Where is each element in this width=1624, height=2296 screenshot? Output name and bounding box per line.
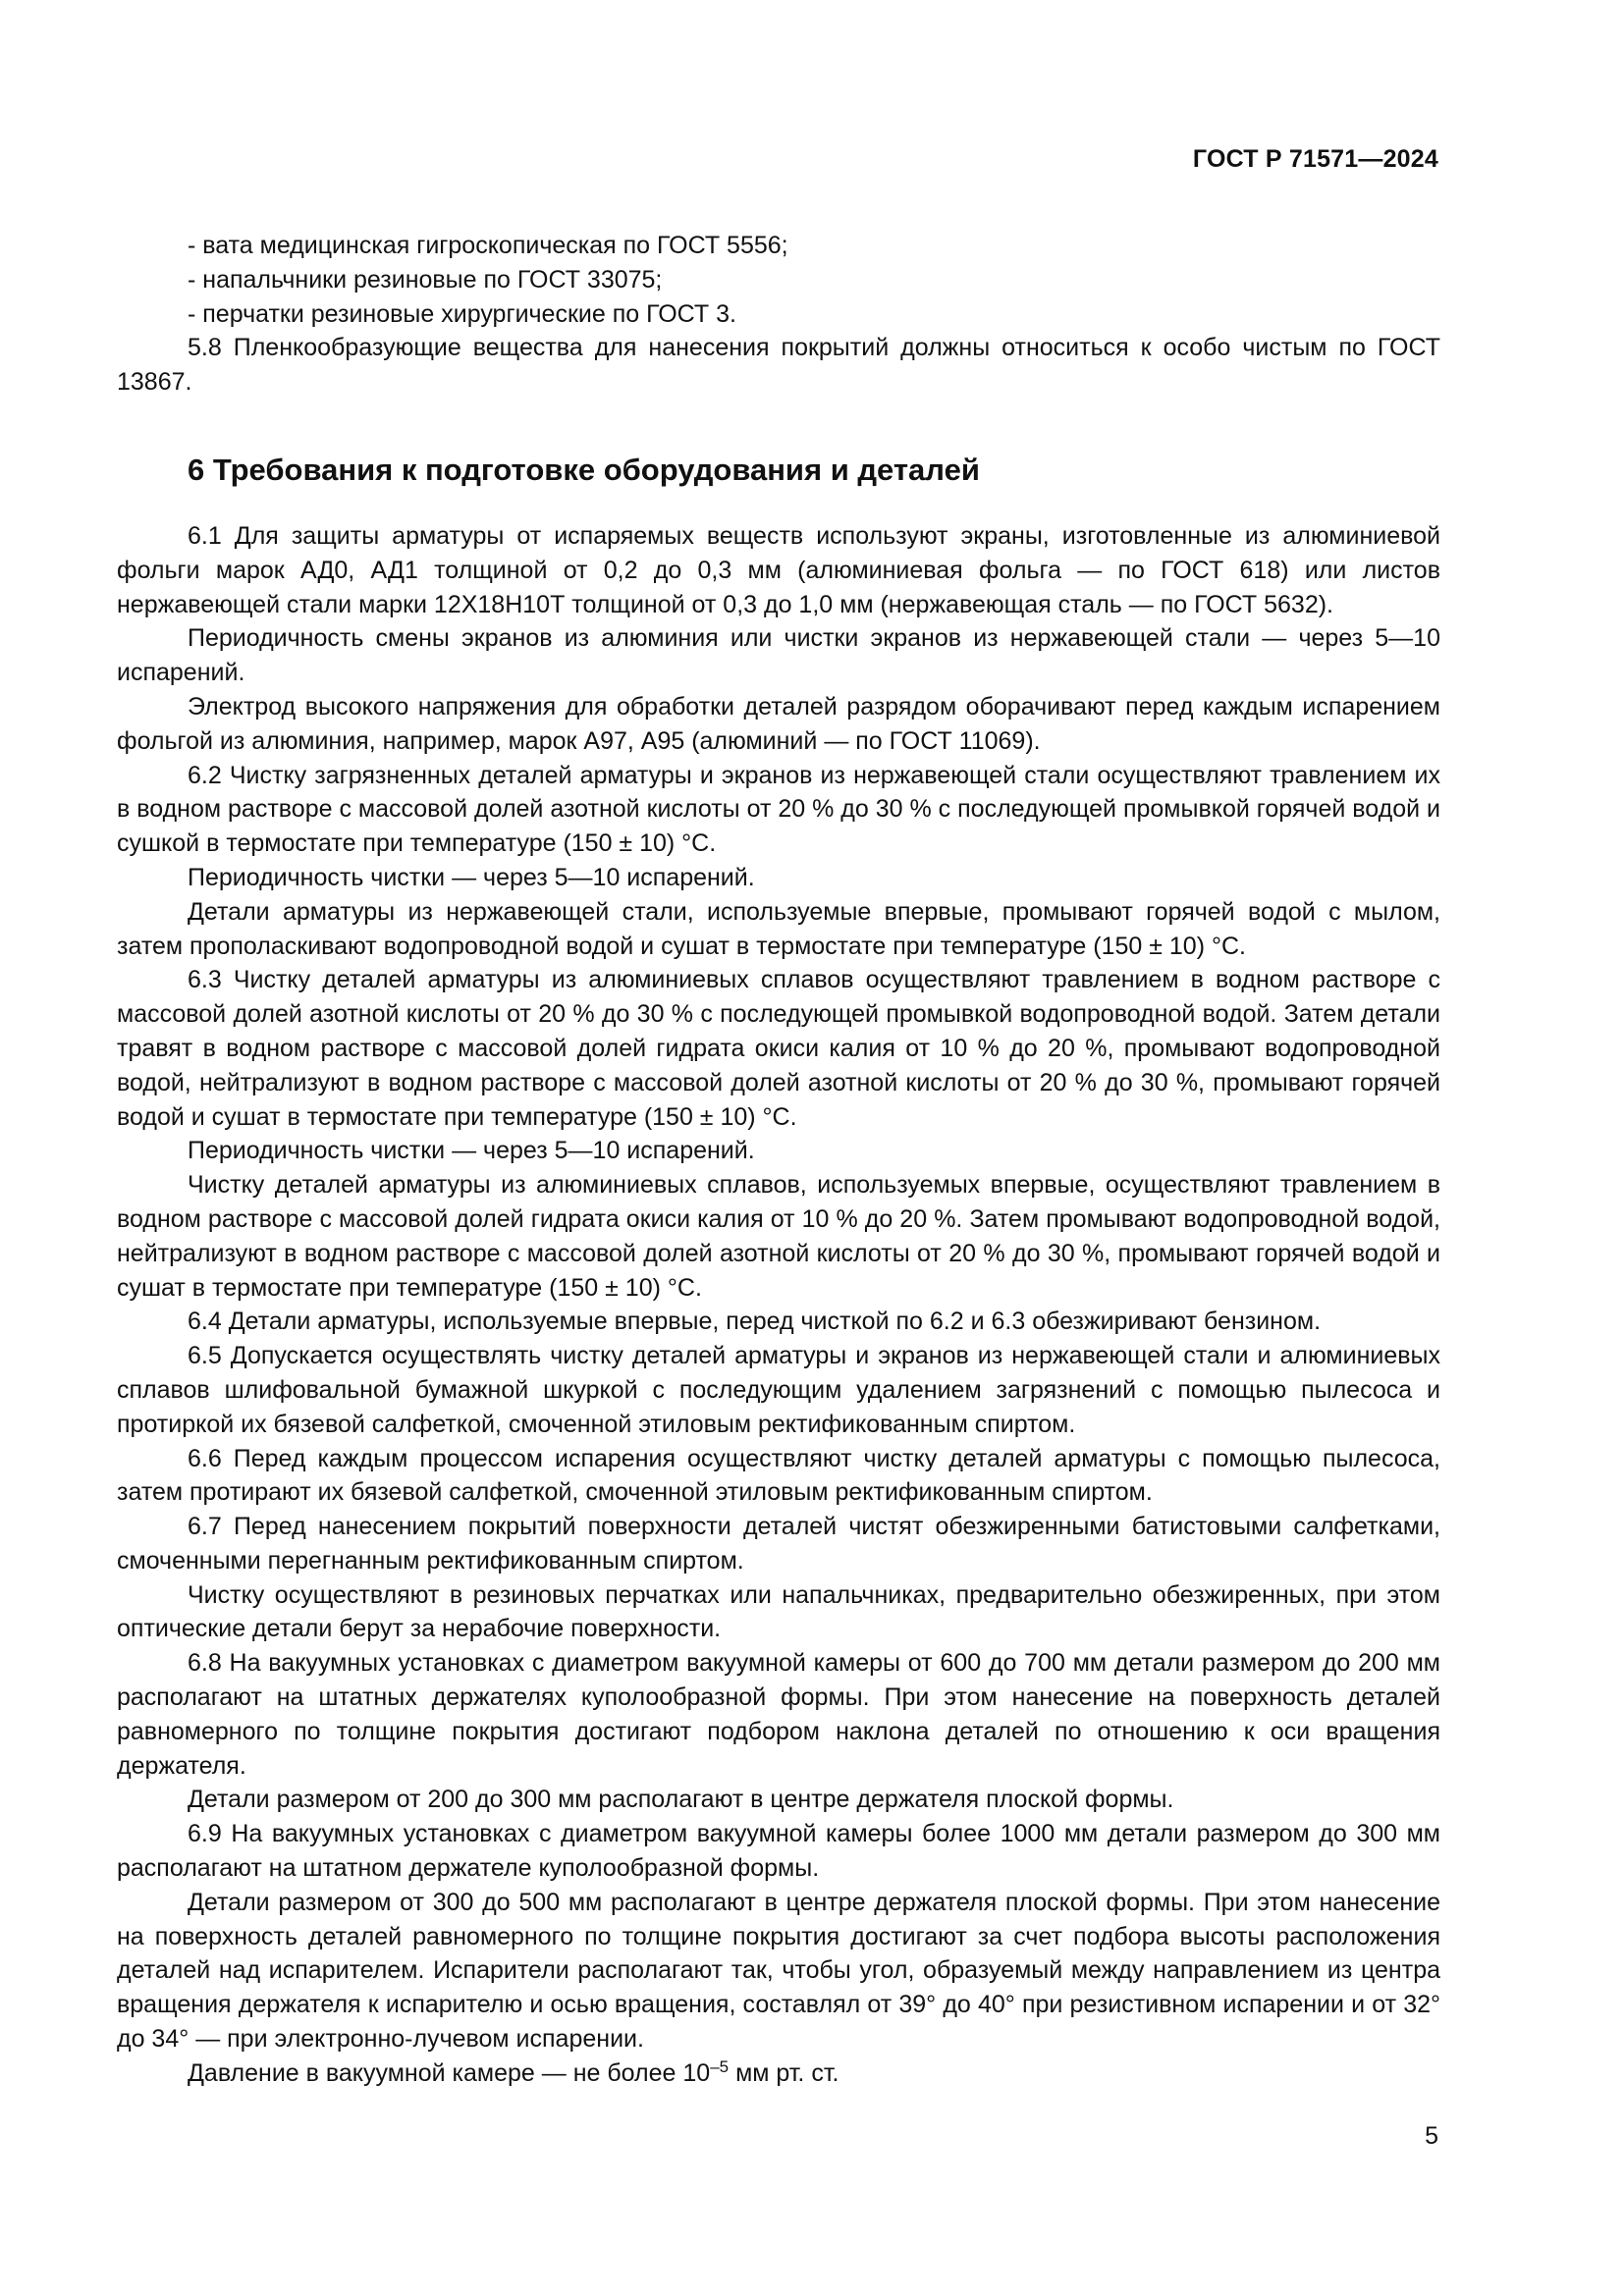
pressure-text: Давление в вакуумной камере — не более 10 xyxy=(188,2058,711,2087)
paragraph: 6.9 На вакуумных установках с диаметром вакуумной камеры более 1000 мм детали размером до 300 мм располагают на штатном держателе куполообразной формы. xyxy=(117,1820,1440,1883)
paragraph: Чистку деталей арматуры из алюминиевых сплавов, используемых впервые, осуществляют травлением в водном растворе с массовой долей гидрата окиси калия от 10 % до 20 %. Затем промывают водопроводной водой, нейтрализуют в водном растворе с массовой долей азотной кислоты от 20 % до 30 %, промывают горячей водой и сушат в термостате при температуре (150 ± 10) °С. xyxy=(117,1171,1440,1302)
document-body xyxy=(117,229,1440,2091)
paragraph: Чистку осуществляют в резиновых перчатках или напальчниках, предварительно обезжиренных, при этом оптические детали берут за нерабочие поверхности. xyxy=(117,1580,1440,1643)
paragraph-5-8: 5.8 Пленкообразующие вещества для нанесения покрытий должны относиться к особо чистым по ГОСТ 13867. xyxy=(117,334,1440,397)
paragraph: Детали размером от 300 до 500 мм располагают в центре держателя плоской формы. При этом нанесение на поверхность деталей равномерного по толщине покрытия достигают за счет подбора высоты расположения деталей над испарителем. Испарители располагают так, чтобы угол, образуемый между направлением из центра вращения держателя к испарителю и осью вращения, составлял от 39° до 40° при резистивном испарении и от 32° до 34° — при электронно-лучевом испарении. xyxy=(117,1888,1440,2054)
paragraph: Периодичность чистки — через 5—10 испарений. xyxy=(188,863,755,891)
pressure-paragraph xyxy=(117,2056,1440,2091)
document-code: ГОСТ Р 71571—2024 xyxy=(1192,145,1438,173)
paragraph: 6.3 Чистку деталей арматуры из алюминиевых сплавов осуществляют травлением в водном растворе с массовой долей азотной кислоты от 20 % до 30 % с последующей промывкой водопроводной водой. Затем детали травят в водном растворе с массовой долей гидрата окиси калия от 10 % до 20 %, промывают водопроводной водой, нейтрализуют в водном растворе с массовой долей азотной кислоты от 20 % до 30 %, промывают горячей водой и сушат в термостате при температуре (150 ± 10) °С. xyxy=(117,966,1440,1131)
paragraph: 6.6 Перед каждым процессом испарения осуществляют чистку деталей арматуры с помощью пылесоса, затем протирают их бязевой салфеткой, смоченной этиловым ректификованным спиртом. xyxy=(117,1444,1440,1507)
paragraph: 6.5 Допускается осуществлять чистку деталей арматуры и экранов из нержавеющей стали и алюминиевых сплавов шлифовальной бумажной шкуркой с последующим удалением загрязнений с помощью пылесоса и протиркой их бязевой салфеткой, смоченной этиловым ректификованным спиртом. xyxy=(117,1342,1440,1438)
page-number: 5 xyxy=(1425,2122,1438,2150)
paragraph: Детали арматуры из нержавеющей стали, используемые впервые, промывают горячей водой с мылом, затем прополаскивают водопроводной водой и сушат в термостате при температуре (150 ± 10) °С. xyxy=(117,897,1440,960)
paragraph: 6.4 Детали арматуры, используемые впервые, перед чисткой по 6.2 и 6.3 обезжиривают бензином. xyxy=(188,1308,1322,1336)
list-item: - вата медицинская гигроскопическая по ГОСТ 5556; xyxy=(188,232,788,259)
paragraph: Периодичность чистки — через 5—10 испарений. xyxy=(188,1137,755,1165)
paragraph: Периодичность смены экранов из алюминия или чистки экранов из нержавеющей стали — через 5—10 испарений. xyxy=(117,624,1440,687)
paragraph: Электрод высокого напряжения для обработки деталей разрядом оборачивают перед каждым испарением фольгой из алюминия, например, марок А97, А95 (алюминий — по ГОСТ 11069). xyxy=(117,692,1440,755)
list-item: - напальчники резиновые по ГОСТ 33075; xyxy=(188,265,663,294)
paragraph: 6.7 Перед нанесением покрытий поверхности деталей чистят обезжиренными батистовыми салфетками, смоченными перегнанным ректификованным спиртом. xyxy=(117,1513,1440,1575)
list-item: - перчатки резиновые хирургические по ГОСТ 3. xyxy=(188,299,736,328)
pressure-exponent: –5 xyxy=(710,2056,730,2076)
paragraph: Детали размером от 200 до 300 мм располагают в центре держателя плоской формы. xyxy=(188,1786,1174,1814)
paragraph: 6.8 На вакуумных установках с диаметром вакуумной камеры от 600 до 700 мм детали размером до 200 мм располагают на штатных держателях куполообразной формы. При этом нанесение на поверхность деталей равномерного по толщине покрытия достигают подбором наклона деталей по отношению к оси вращения держателя. xyxy=(117,1649,1440,1780)
pressure-unit: мм рт. ст. xyxy=(729,2058,839,2087)
paragraph: 6.1 Для защиты арматуры от испаряемых веществ используют экраны, изготовленные из алюминиевой фольги марок АД0, АД1 толщиной от 0,2 до 0,3 мм (алюминиевая фольга — по ГОСТ 618) или листов нержавеющей стали марки 12Х18Н10Т толщиной от 0,3 до 1,0 мм (нержавеющая сталь — по ГОСТ 5632). xyxy=(117,521,1440,618)
paragraph: 6.2 Чистку загрязненных деталей арматуры и экранов из нержавеющей стали осуществляют травлением их в водном растворе с массовой долей азотной кислоты от 20 % до 30 % с последующей промывкой горячей водой и сушкой в термостате при температуре (150 ± 10) °С. xyxy=(117,761,1440,858)
section-heading: 6 Требования к подготовке оборудования и деталей xyxy=(188,452,980,487)
